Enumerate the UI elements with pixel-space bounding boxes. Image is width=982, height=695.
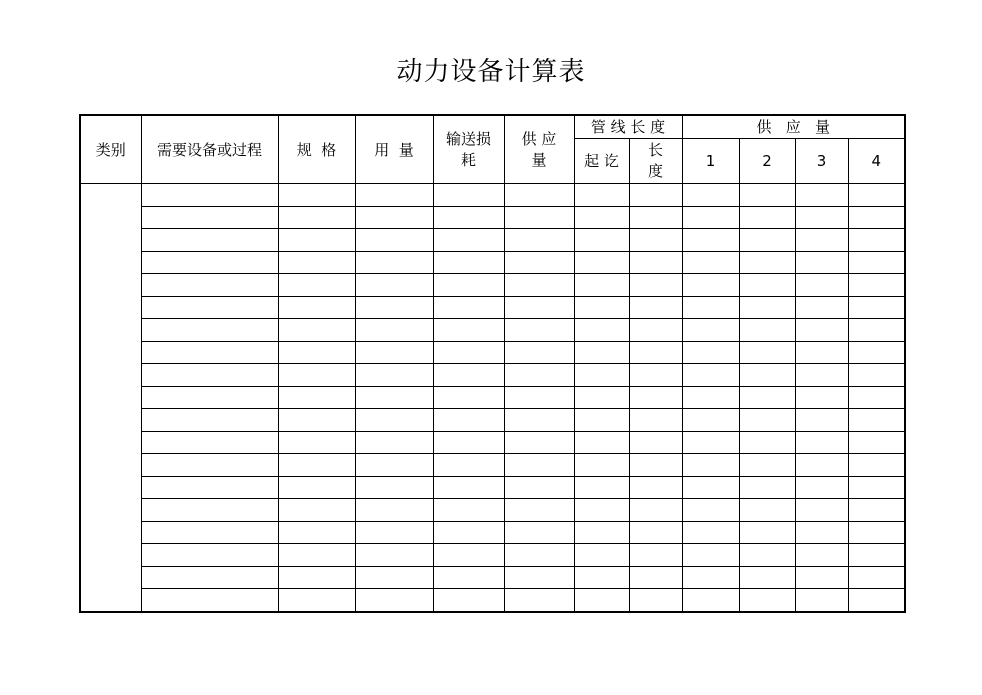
table-cell[interactable] xyxy=(848,476,905,499)
table-cell[interactable] xyxy=(278,454,355,477)
table-cell[interactable] xyxy=(433,386,504,409)
table-cell[interactable] xyxy=(739,319,795,342)
table-cell[interactable] xyxy=(574,476,629,499)
table-cell[interactable] xyxy=(433,341,504,364)
table-row xyxy=(80,544,905,567)
table-cell[interactable] xyxy=(739,184,795,207)
table-cell[interactable] xyxy=(355,341,433,364)
table-cell[interactable] xyxy=(433,521,504,544)
table-cell[interactable] xyxy=(739,274,795,297)
table-cell[interactable] xyxy=(141,521,278,544)
table-cell[interactable] xyxy=(574,341,629,364)
table-cell[interactable] xyxy=(629,364,682,387)
table-cell[interactable] xyxy=(504,589,574,612)
page-title: 动力设备计算表 xyxy=(396,57,586,87)
table-cell[interactable] xyxy=(141,566,278,589)
table-cell[interactable] xyxy=(433,431,504,454)
table-cell[interactable] xyxy=(278,544,355,567)
table-cell[interactable] xyxy=(504,431,574,454)
header-supply-col-2: 2 xyxy=(739,139,795,184)
table-cell[interactable] xyxy=(278,206,355,229)
table-cell[interactable] xyxy=(141,274,278,297)
table-cell[interactable] xyxy=(355,206,433,229)
table-cell[interactable] xyxy=(278,409,355,432)
table-row xyxy=(80,341,905,364)
header-spec-label: 规 格 xyxy=(296,140,337,159)
table-cell[interactable] xyxy=(795,319,848,342)
table-cell[interactable] xyxy=(433,544,504,567)
table-cell[interactable] xyxy=(504,566,574,589)
table-cell[interactable] xyxy=(629,499,682,522)
table-cell[interactable] xyxy=(141,409,278,432)
table-row xyxy=(80,206,905,229)
header-usage-label: 用 量 xyxy=(374,140,414,159)
table-cell[interactable] xyxy=(848,341,905,364)
table-cell[interactable] xyxy=(433,364,504,387)
table-cell[interactable] xyxy=(795,274,848,297)
table-cell[interactable] xyxy=(355,364,433,387)
table-row xyxy=(80,274,905,297)
table-cell[interactable] xyxy=(682,566,739,589)
table-cell[interactable] xyxy=(355,251,433,274)
table-cell[interactable] xyxy=(739,341,795,364)
table-cell[interactable] xyxy=(355,386,433,409)
table-row xyxy=(80,499,905,522)
table-cell[interactable] xyxy=(629,409,682,432)
table-cell[interactable] xyxy=(848,521,905,544)
table-row xyxy=(80,409,905,432)
table-cell[interactable] xyxy=(433,499,504,522)
table-cell[interactable] xyxy=(433,296,504,319)
table-cell[interactable] xyxy=(629,521,682,544)
table-cell[interactable] xyxy=(278,476,355,499)
table-cell[interactable] xyxy=(739,206,795,229)
table-cell[interactable] xyxy=(355,296,433,319)
table-cell[interactable] xyxy=(141,499,278,522)
table-cell[interactable] xyxy=(504,499,574,522)
table-row xyxy=(80,589,905,612)
table-cell[interactable] xyxy=(739,431,795,454)
table-cell[interactable] xyxy=(795,566,848,589)
table-row xyxy=(80,521,905,544)
table-row xyxy=(80,476,905,499)
table-cell[interactable] xyxy=(141,589,278,612)
header-supply-group xyxy=(682,115,905,139)
table-cell[interactable] xyxy=(574,319,629,342)
header-pipe-start-end-label: 起 讫 xyxy=(584,152,619,170)
table-cell[interactable] xyxy=(795,206,848,229)
table-cell[interactable] xyxy=(848,499,905,522)
table-cell[interactable] xyxy=(433,319,504,342)
table-cell[interactable] xyxy=(574,454,629,477)
table-cell[interactable] xyxy=(795,431,848,454)
table-cell[interactable] xyxy=(682,386,739,409)
table-cell[interactable] xyxy=(739,476,795,499)
table-row xyxy=(80,454,905,477)
table-cell[interactable] xyxy=(504,544,574,567)
table-cell[interactable] xyxy=(355,274,433,297)
table-cell[interactable] xyxy=(504,476,574,499)
table-cell[interactable] xyxy=(141,184,278,207)
header-spec xyxy=(278,115,355,184)
table-cell[interactable] xyxy=(433,229,504,252)
table-cell[interactable] xyxy=(848,206,905,229)
table-cell[interactable] xyxy=(739,589,795,612)
table-cell[interactable] xyxy=(504,296,574,319)
table-cell[interactable] xyxy=(795,499,848,522)
table-cell[interactable] xyxy=(504,274,574,297)
table-cell[interactable] xyxy=(278,589,355,612)
table-cell[interactable] xyxy=(682,229,739,252)
table-cell[interactable] xyxy=(278,499,355,522)
header-equipment: 需要设备或过程 xyxy=(141,115,278,184)
table-cell[interactable] xyxy=(433,454,504,477)
table-cell[interactable] xyxy=(504,521,574,544)
table-cell[interactable] xyxy=(739,409,795,432)
table-cell[interactable] xyxy=(355,229,433,252)
table-cell[interactable] xyxy=(629,386,682,409)
table-cell[interactable] xyxy=(574,566,629,589)
table-cell[interactable] xyxy=(682,521,739,544)
table-cell[interactable] xyxy=(795,409,848,432)
table-cell[interactable] xyxy=(682,319,739,342)
table-cell[interactable] xyxy=(278,251,355,274)
table-row xyxy=(80,566,905,589)
table-cell[interactable] xyxy=(278,184,355,207)
table-cell[interactable] xyxy=(629,296,682,319)
table-cell[interactable] xyxy=(739,251,795,274)
table-cell[interactable] xyxy=(355,319,433,342)
table-cell[interactable] xyxy=(504,251,574,274)
table-cell[interactable] xyxy=(629,229,682,252)
table-cell[interactable] xyxy=(504,454,574,477)
table-cell[interactable] xyxy=(795,184,848,207)
table-row xyxy=(80,319,905,342)
table-cell[interactable] xyxy=(682,296,739,319)
table-cell[interactable] xyxy=(795,251,848,274)
table-cell[interactable] xyxy=(795,454,848,477)
table-cell[interactable] xyxy=(433,206,504,229)
table-cell[interactable] xyxy=(629,476,682,499)
table-cell[interactable] xyxy=(848,386,905,409)
table-cell[interactable] xyxy=(504,184,574,207)
table-cell[interactable] xyxy=(739,499,795,522)
table-cell[interactable] xyxy=(278,364,355,387)
table-cell[interactable] xyxy=(795,544,848,567)
table-cell[interactable] xyxy=(629,184,682,207)
table-cell[interactable] xyxy=(141,206,278,229)
table-cell[interactable] xyxy=(433,476,504,499)
table-cell[interactable] xyxy=(682,184,739,207)
table-cell[interactable] xyxy=(682,589,739,612)
table-cell[interactable] xyxy=(355,409,433,432)
table-cell[interactable] xyxy=(278,274,355,297)
table-cell[interactable] xyxy=(848,544,905,567)
table-cell[interactable] xyxy=(848,454,905,477)
table-cell[interactable] xyxy=(629,589,682,612)
table-cell[interactable] xyxy=(278,319,355,342)
table-cell[interactable] xyxy=(682,206,739,229)
table-cell[interactable] xyxy=(141,296,278,319)
table-cell[interactable] xyxy=(278,566,355,589)
header-pipe-length xyxy=(629,139,682,184)
table-row xyxy=(80,364,905,387)
table-cell[interactable] xyxy=(504,206,574,229)
table-cell[interactable] xyxy=(355,566,433,589)
table-cell[interactable] xyxy=(795,364,848,387)
table-cell[interactable] xyxy=(739,364,795,387)
table-cell[interactable] xyxy=(574,206,629,229)
table-cell[interactable] xyxy=(433,184,504,207)
table-cell[interactable] xyxy=(355,431,433,454)
table-cell[interactable] xyxy=(574,589,629,612)
table-cell[interactable] xyxy=(795,296,848,319)
table-cell[interactable] xyxy=(682,499,739,522)
table-cell[interactable] xyxy=(504,409,574,432)
table-cell[interactable] xyxy=(629,454,682,477)
table-cell[interactable] xyxy=(848,229,905,252)
table-row xyxy=(80,184,905,207)
table-cell[interactable] xyxy=(574,184,629,207)
table-row xyxy=(80,229,905,252)
header-row-1 xyxy=(80,115,905,139)
header-supply-group-label: 供 应 量 xyxy=(756,118,831,136)
header-supply-col-3: 3 xyxy=(795,139,848,184)
table-cell[interactable] xyxy=(682,364,739,387)
table-cell[interactable] xyxy=(433,409,504,432)
table-cell[interactable] xyxy=(739,521,795,544)
table-cell[interactable] xyxy=(795,521,848,544)
header-pipe-length-group xyxy=(574,115,682,139)
table-cell[interactable] xyxy=(739,566,795,589)
header-pipe-length-group-label: 管 线 长 度 xyxy=(590,118,666,136)
table-cell[interactable] xyxy=(848,251,905,274)
table-cell[interactable] xyxy=(848,319,905,342)
table-cell[interactable] xyxy=(574,229,629,252)
table-cell[interactable] xyxy=(141,229,278,252)
table-cell[interactable] xyxy=(848,431,905,454)
table-cell[interactable] xyxy=(433,589,504,612)
table-cell[interactable] xyxy=(739,544,795,567)
table-cell[interactable] xyxy=(682,476,739,499)
category-cell[interactable] xyxy=(80,184,141,612)
table-row xyxy=(80,386,905,409)
table-cell[interactable] xyxy=(574,386,629,409)
table-cell[interactable] xyxy=(433,566,504,589)
table-cell[interactable] xyxy=(504,319,574,342)
table-cell[interactable] xyxy=(795,229,848,252)
header-usage xyxy=(355,115,433,184)
table-cell[interactable] xyxy=(848,589,905,612)
table-cell[interactable] xyxy=(355,544,433,567)
table-cell[interactable] xyxy=(629,251,682,274)
table-row xyxy=(80,296,905,319)
table-cell[interactable] xyxy=(504,386,574,409)
table-cell[interactable] xyxy=(141,319,278,342)
table-cell[interactable] xyxy=(574,274,629,297)
table-cell[interactable] xyxy=(848,274,905,297)
table-cell[interactable] xyxy=(682,251,739,274)
header-supply-label: 供 应 量 xyxy=(521,129,557,169)
table-cell[interactable] xyxy=(355,499,433,522)
table-cell[interactable] xyxy=(629,206,682,229)
table-cell[interactable] xyxy=(629,319,682,342)
table-cell[interactable] xyxy=(141,341,278,364)
table-cell[interactable] xyxy=(739,454,795,477)
table-cell[interactable] xyxy=(739,296,795,319)
table-cell[interactable] xyxy=(795,589,848,612)
table-cell[interactable] xyxy=(682,544,739,567)
table-cell[interactable] xyxy=(433,251,504,274)
table-cell[interactable] xyxy=(141,386,278,409)
table-cell[interactable] xyxy=(848,566,905,589)
header-category: 类别 xyxy=(80,115,141,184)
table-cell[interactable] xyxy=(574,544,629,567)
table-cell[interactable] xyxy=(848,296,905,319)
table-row xyxy=(80,431,905,454)
table-cell[interactable] xyxy=(141,364,278,387)
table-cell[interactable] xyxy=(629,274,682,297)
table-cell[interactable] xyxy=(278,296,355,319)
table-cell[interactable] xyxy=(141,431,278,454)
table-cell[interactable] xyxy=(141,454,278,477)
table-cell[interactable] xyxy=(504,229,574,252)
header-supply xyxy=(504,115,574,184)
header-pipe-length-label: 长 度 xyxy=(647,141,663,180)
table-cell[interactable] xyxy=(795,386,848,409)
table-cell[interactable] xyxy=(629,341,682,364)
table-cell[interactable] xyxy=(795,341,848,364)
table-cell[interactable] xyxy=(848,364,905,387)
table-cell[interactable] xyxy=(355,589,433,612)
header-loss-label: 输送损耗 xyxy=(445,129,491,169)
table-cell[interactable] xyxy=(739,229,795,252)
header-pipe-start-end xyxy=(574,139,629,184)
table-cell[interactable] xyxy=(278,431,355,454)
table-cell[interactable] xyxy=(682,341,739,364)
table-cell[interactable] xyxy=(848,184,905,207)
table-cell[interactable] xyxy=(574,251,629,274)
table-cell[interactable] xyxy=(278,521,355,544)
table-cell[interactable] xyxy=(574,296,629,319)
table-cell[interactable] xyxy=(574,364,629,387)
table-cell[interactable] xyxy=(629,544,682,567)
table-cell[interactable] xyxy=(278,341,355,364)
table-cell[interactable] xyxy=(141,476,278,499)
table-cell[interactable] xyxy=(504,364,574,387)
table-cell[interactable] xyxy=(629,431,682,454)
table-cell[interactable] xyxy=(682,274,739,297)
header-supply-col-4: 4 xyxy=(848,139,905,184)
header-supply-col-1: 1 xyxy=(682,139,739,184)
table-row xyxy=(80,251,905,274)
table-cell[interactable] xyxy=(504,341,574,364)
table-cell[interactable] xyxy=(433,274,504,297)
table-cell[interactable] xyxy=(355,454,433,477)
table-cell[interactable] xyxy=(278,386,355,409)
table-cell[interactable] xyxy=(682,409,739,432)
table-cell[interactable] xyxy=(278,229,355,252)
table-cell[interactable] xyxy=(141,251,278,274)
table-cell[interactable] xyxy=(141,544,278,567)
table-cell[interactable] xyxy=(629,566,682,589)
table-cell[interactable] xyxy=(574,521,629,544)
table-cell[interactable] xyxy=(574,431,629,454)
table-cell[interactable] xyxy=(848,409,905,432)
calculation-table xyxy=(79,114,906,613)
table-cell[interactable] xyxy=(574,499,629,522)
table-cell[interactable] xyxy=(355,184,433,207)
table-cell[interactable] xyxy=(355,476,433,499)
table-cell[interactable] xyxy=(574,409,629,432)
table-cell[interactable] xyxy=(682,454,739,477)
table-cell[interactable] xyxy=(355,521,433,544)
header-loss xyxy=(433,115,504,184)
table-cell[interactable] xyxy=(739,386,795,409)
table-cell[interactable] xyxy=(682,431,739,454)
table-cell[interactable] xyxy=(795,476,848,499)
